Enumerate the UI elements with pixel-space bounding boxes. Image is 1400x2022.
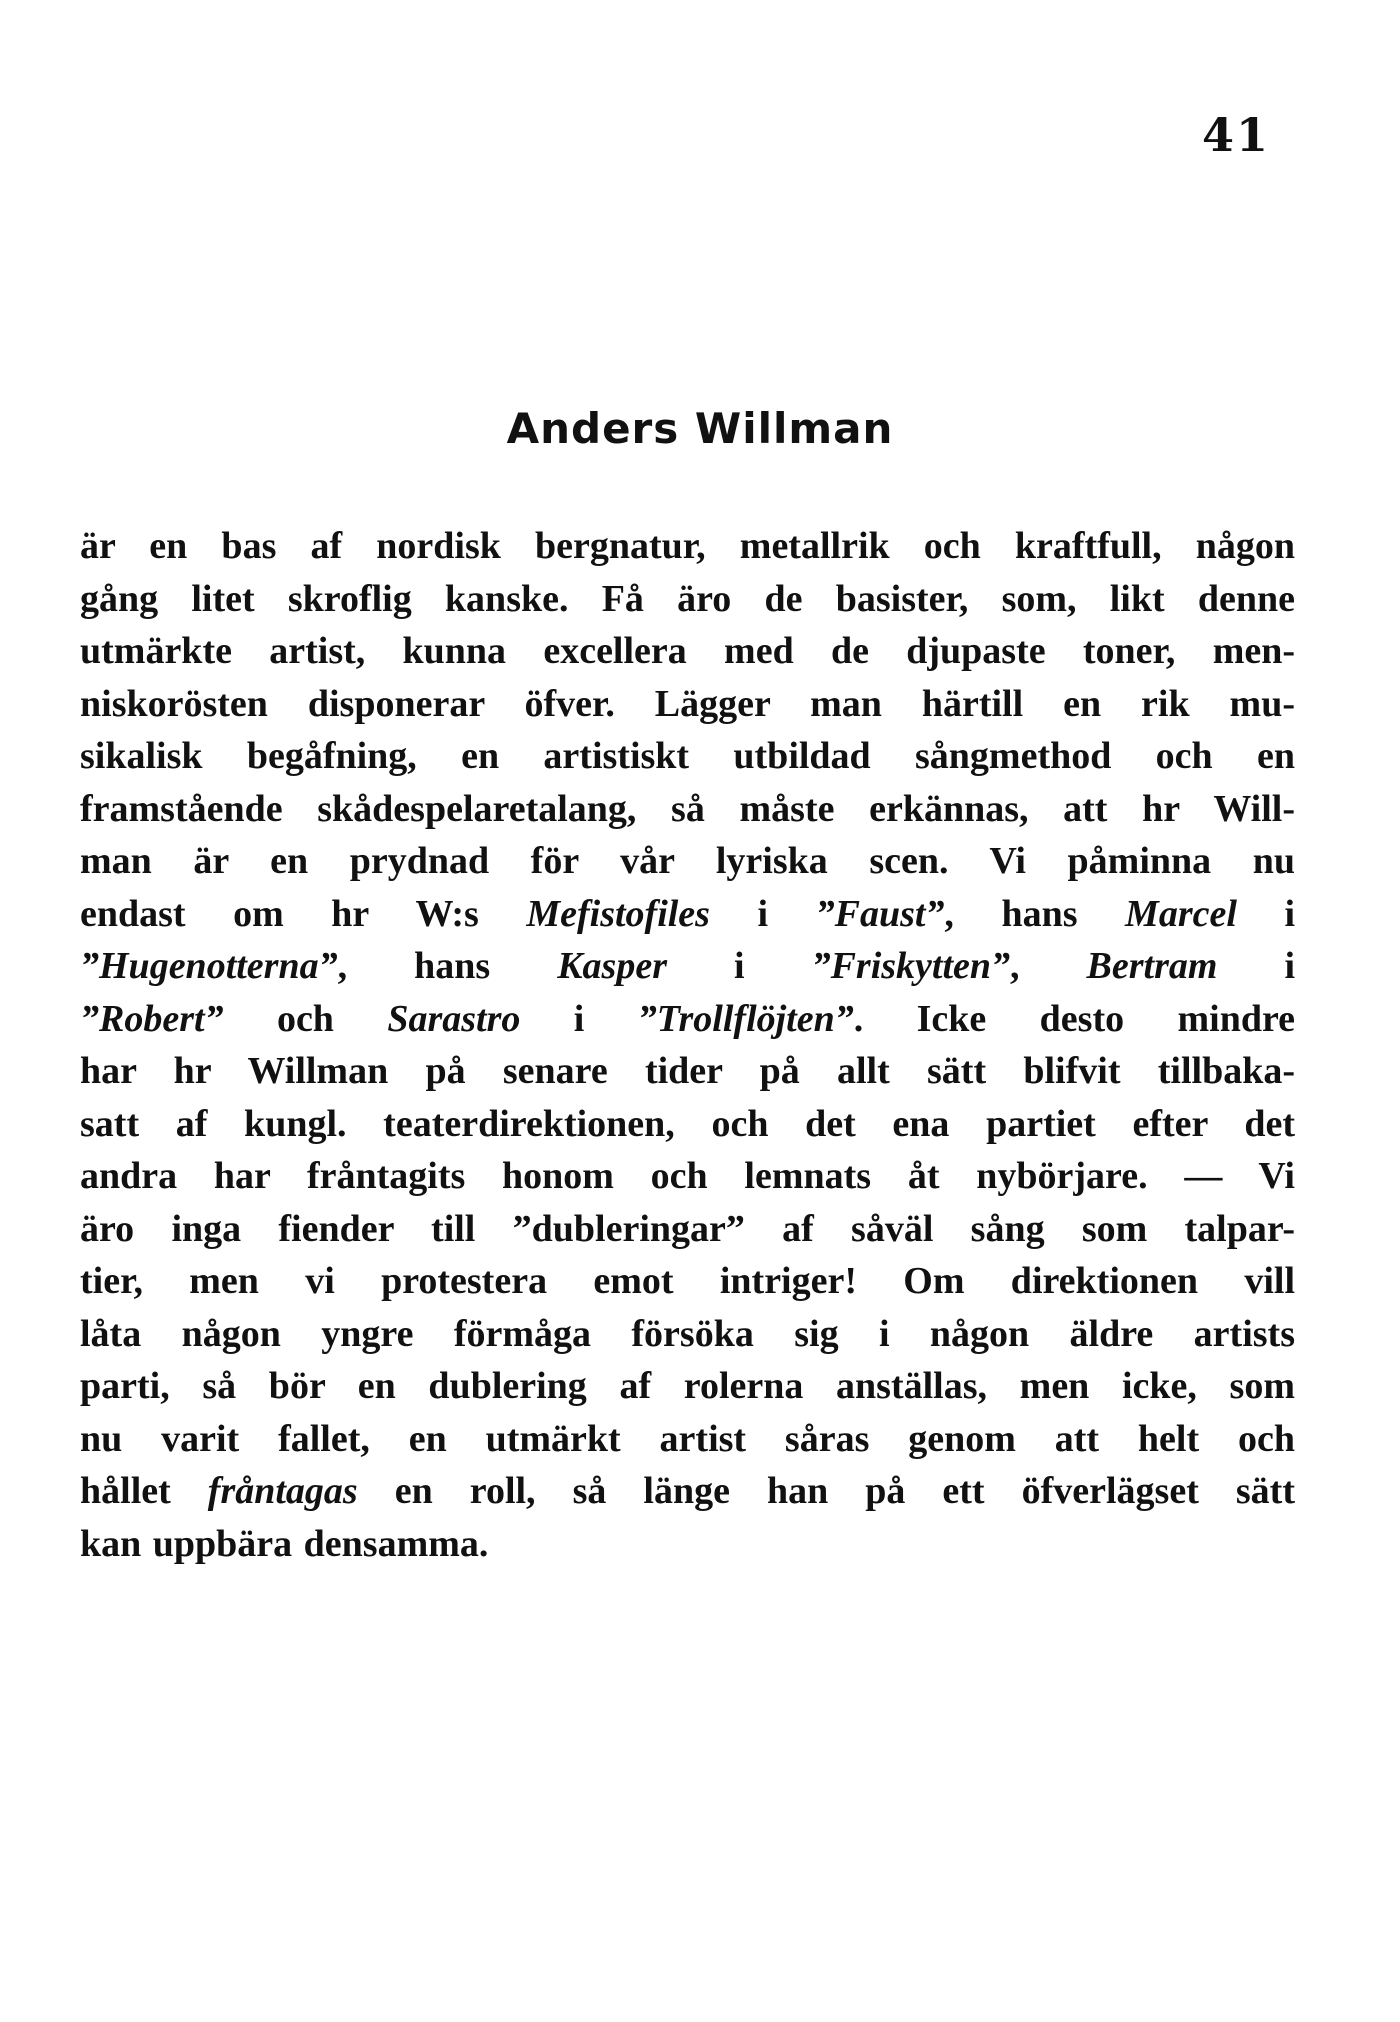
text-line <box>80 1360 1295 1413</box>
text-run: framstående skådespelaretalang, så måste erkännas, att hr Will- <box>80 787 1295 830</box>
text-line <box>80 625 1295 678</box>
text-line <box>80 1465 1295 1518</box>
text-line <box>80 1203 1295 1256</box>
text-line <box>80 1255 1295 1308</box>
text-line <box>80 520 1295 573</box>
text-run: nu varit fallet, en utmärkt artist såras genom att helt och <box>80 1417 1295 1460</box>
text-run: satt af kungl. teaterdirektionen, och det ena partiet efter det <box>80 1102 1295 1145</box>
text-run: sikalisk begåfning, en artistiskt utbildad sångmethod och en <box>80 735 1295 777</box>
text-run: i <box>1236 892 1296 935</box>
text-line <box>80 1098 1295 1151</box>
italic-text-run: Kasper <box>557 945 667 987</box>
text-run: äro inga fiender till ”dubleringar” af såväl sång som talpar- <box>80 1207 1295 1250</box>
italic-text-run: Mefistofiles <box>526 892 710 935</box>
text-run: i <box>1217 945 1296 987</box>
italic-text-run: Bertram <box>1086 945 1218 987</box>
text-run: man är en prydnad för vår lyriska scen. Vi påminna nu <box>80 840 1295 882</box>
italic-text-run: Marcel <box>1125 892 1237 935</box>
italic-text-run: ”Trollflöjten” <box>637 997 854 1040</box>
text-run: gång litet skroflig kanske. Få äro de basister, som, likt denne <box>80 577 1295 620</box>
text-line <box>80 1045 1295 1098</box>
body-paragraph <box>80 520 1295 1570</box>
text-line <box>80 783 1295 836</box>
text-run: , <box>1010 945 1087 987</box>
text-run: i <box>520 997 638 1040</box>
text-run: kan uppbära densamma. <box>80 1522 489 1565</box>
italic-text-run: ”Faust” <box>815 892 945 935</box>
text-run: , hans <box>337 945 558 987</box>
italic-text-run: ”Hugenotterna” <box>80 945 338 987</box>
text-run: i <box>666 945 812 987</box>
italic-text-run: ”Friskytten” <box>811 945 1011 987</box>
text-line <box>80 1308 1295 1361</box>
italic-text-run: fråntagas <box>207 1470 358 1512</box>
text-run: . Icke desto mindre <box>853 997 1296 1040</box>
text-run: och <box>223 997 388 1040</box>
text-line <box>80 573 1295 626</box>
text-line <box>80 888 1295 941</box>
section-heading: Anders Willman <box>506 404 894 453</box>
page-number: 41 <box>1202 108 1271 162</box>
text-line <box>80 730 1295 783</box>
text-line <box>80 1413 1295 1466</box>
text-run: i <box>709 892 816 935</box>
text-run: hållet <box>80 1470 208 1512</box>
text-run: , hans <box>944 892 1126 935</box>
text-run: låta någon yngre förmåga försöka sig i någon äldre artists <box>80 1312 1295 1355</box>
text-run: parti, så bör en dublering af rolerna anställas, men icke, som <box>80 1365 1295 1407</box>
text-run: andra har fråntagits honom och lemnats åt nybörjare. — Vi <box>80 1155 1295 1197</box>
text-run: tier, men vi protestera emot intriger! Om direktionen vill <box>80 1260 1295 1302</box>
text-line <box>80 678 1295 731</box>
text-run: är en bas af nordisk bergnatur, metallrik och kraftfull, någon <box>80 525 1295 567</box>
italic-text-run: Sarastro <box>387 997 521 1040</box>
text-line <box>80 940 1295 993</box>
text-run: utmärkte artist, kunna excellera med de djupaste toner, men- <box>80 630 1295 672</box>
text-line <box>80 1518 1295 1571</box>
text-line <box>80 1150 1295 1203</box>
text-line <box>80 993 1295 1046</box>
italic-text-run: ”Robert” <box>80 997 224 1040</box>
text-run: en roll, så länge han på ett öfverlägset sätt <box>357 1470 1295 1512</box>
text-run: endast om hr W:s <box>80 892 527 935</box>
text-line <box>80 835 1295 888</box>
text-run: har hr Willman på senare tider på allt sätt blifvit tillbaka- <box>80 1050 1295 1092</box>
text-run: niskorösten disponerar öfver. Lägger man härtill en rik mu- <box>80 682 1295 725</box>
